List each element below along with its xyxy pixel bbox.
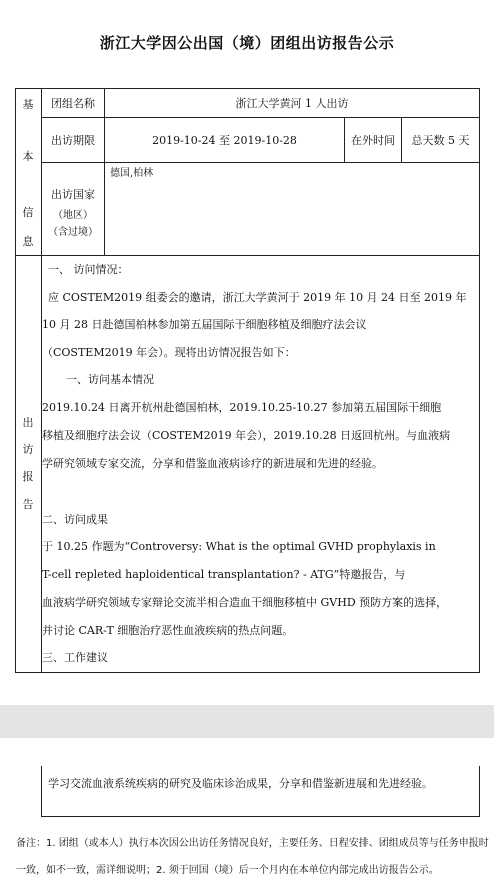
suggestion-text: 学习交流血液系统疾病的研究及临床诊治成果，分享和借鉴新进展和先进经验。 xyxy=(48,777,433,790)
country-value: 德国,柏林 xyxy=(110,168,154,179)
page-title: 浙江大学因公出国（境）团组出访报告公示 xyxy=(99,34,395,52)
country-label-cell xyxy=(42,186,104,238)
period-label: 出访期限 xyxy=(51,134,95,147)
footnote-line-2: 一致，如不一致，需详细说明；2. 须于回国（境）后一个月内在本单位内部完成出访报告公示。 xyxy=(16,865,439,876)
page-break xyxy=(0,705,494,738)
report-subheading-basic: 一、访问基本情况 xyxy=(66,373,154,386)
period-value: 2019-10-24 至 2019-10-28 xyxy=(152,134,297,147)
report-paragraph: 2019.10.24 日离开杭州赴德国柏林，2019.10.25-10.27 参加第五届国际干细胞 xyxy=(42,401,442,414)
country-label: 出访国家 xyxy=(51,188,95,201)
report-paragraph: 于 10.25 作题为“Controversy: What is the optimal GVHD prophylaxis in xyxy=(42,540,436,553)
report-heading-visit: 一、 访问情况： xyxy=(48,263,129,276)
report-paragraph: T-cell repleted haploidentical transplantation? - ATG”特邀报告，与 xyxy=(42,568,406,581)
report-paragraph: 血液病学研究领域专家辩论交流半相合造血干细胞移植中 GVHD 预防方案的选择， xyxy=(42,596,448,609)
report-paragraph: 学研究领域专家交流，分享和借鉴血液病诊疗的新进展和先进的经验。 xyxy=(42,457,383,470)
report-paragraph: 移植及细胞疗法会议（COSTEM2019 年会），2019.10.28 日返回杭州。与血液病 xyxy=(42,429,451,442)
report-heading-suggestions: 三、工作建议 xyxy=(42,651,108,664)
report-heading-results: 二、访问成果 xyxy=(42,513,108,526)
report-paragraph: 10 月 28 日赴德国柏林参加第五届国际干细胞移植及细胞疗法会议 xyxy=(42,318,367,331)
footnote-line-1: 备注：1. 团组（或本人）执行本次因公出访任务情况良好，主要任务、日程安排、团组成员等与任务申报时 xyxy=(16,838,489,849)
report-paragraph: （COSTEM2019 年会）。现将出访情况报告如下： xyxy=(42,346,296,359)
abroad-time-label: 在外时间 xyxy=(351,134,395,147)
group-name-value: 浙江大学黄河 1 人出访 xyxy=(235,97,349,110)
abroad-time-value: 总天数 5 天 xyxy=(411,134,470,147)
report-paragraph: 并讨论 CAR-T 细胞治疗恶性血液疾病的热点问题。 xyxy=(42,624,294,637)
country-sub-label-region: （地区） xyxy=(53,210,93,221)
country-sub-label-transit: （含过境） xyxy=(48,227,98,238)
group-name-label: 团组名称 xyxy=(51,97,95,110)
report-paragraph: 应 COSTEM2019 组委会的邀请，浙江大学黄河于 2019 年 10 月 24 日至 2019 年 xyxy=(48,291,467,304)
